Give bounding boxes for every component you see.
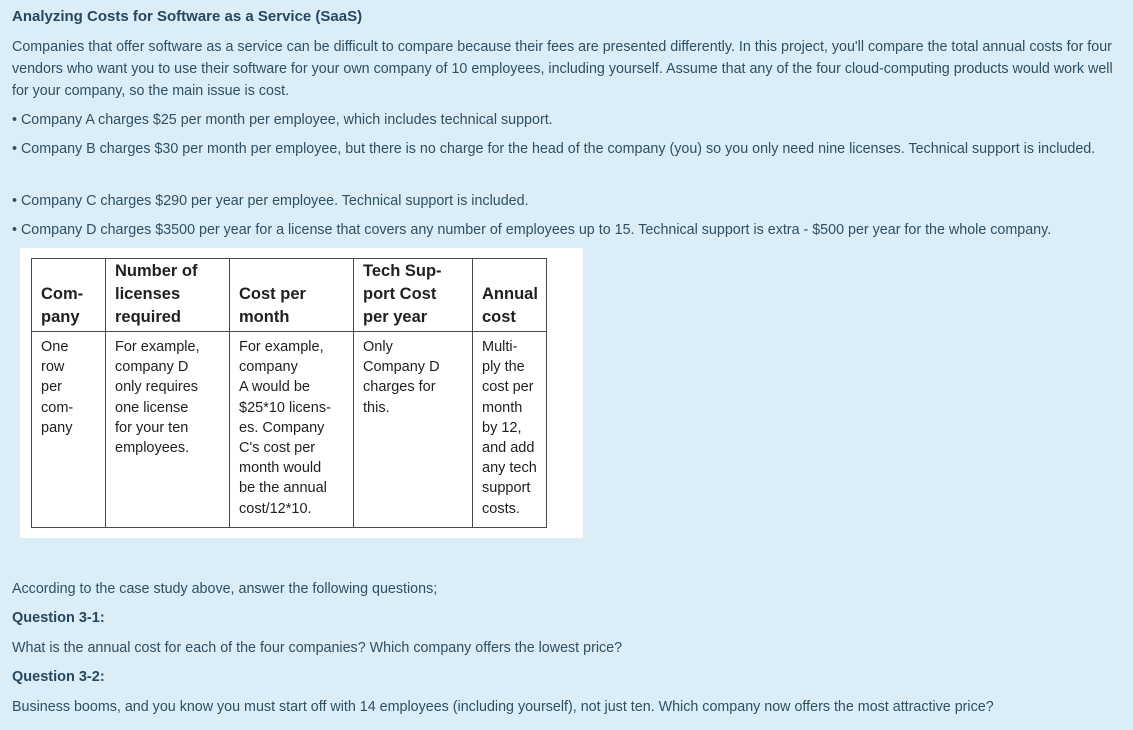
cell-cost-per-month: For example, company A would be $25*10 licens- es. Company C's cost per month would be the annual cost/12*10. <box>230 332 354 528</box>
bullet-company-d: • Company D charges $3500 per year for a license that covers any number of employees up to 15. Technical support is extra - $500 per year for the whole company. <box>12 222 1052 238</box>
cell-tech-support: Only Company D charges for this. <box>354 332 473 528</box>
cell-company: One row per com- pany <box>32 332 106 528</box>
header-licenses: Number of licenses required <box>106 259 230 332</box>
header-tech-support: Tech Sup- port Cost per year <box>354 259 473 332</box>
header-annual-cost: Annual cost <box>473 259 547 332</box>
question-3-1-text: What is the annual cost for each of the four companies? Which company offers the lowest price? <box>12 640 623 656</box>
header-company: Com- pany <box>32 259 106 332</box>
instructions-text: According to the case study above, answer the following questions; <box>12 581 438 597</box>
table-header-row <box>32 259 547 332</box>
intro-paragraph: Companies that offer software as a service can be difficult to compare because their fees are presented differently. In this project, you'll compare the total annual costs for four vendors who want you to use their software for your own company of 10 employees, including yourself. Assume that any of the four cloud-computing products would work well for your company, so the main issue is cost. <box>12 39 1113 99</box>
table-row <box>32 332 547 528</box>
header-cost-per-month: Cost per month <box>230 259 354 332</box>
bullet-company-b: • Company B charges $30 per month per employee, but there is no charge for the head of the company (you) so you only need nine licenses. Technical support is included. <box>12 141 1096 157</box>
bullet-company-a: • Company A charges $25 per month per employee, which includes technical support. <box>12 112 553 128</box>
question-3-1-heading: Question 3-1: <box>12 610 105 626</box>
cell-annual-cost: Multi- ply the cost per month by 12, and add any tech support costs. <box>473 332 547 528</box>
cost-table-image <box>20 248 583 538</box>
question-3-2-heading: Question 3-2: <box>12 669 105 685</box>
bullet-company-c: • Company C charges $290 per year per employee. Technical support is included. <box>12 193 529 209</box>
cost-table <box>31 258 547 528</box>
page-title: Analyzing Costs for Software as a Service (SaaS) <box>12 8 363 25</box>
question-3-2-text: Business booms, and you know you must start off with 14 employees (including yourself), not just ten. Which company now offers the most attractive price? <box>12 699 994 715</box>
cell-licenses: For example, company D only requires one license for your ten employees. <box>106 332 230 528</box>
